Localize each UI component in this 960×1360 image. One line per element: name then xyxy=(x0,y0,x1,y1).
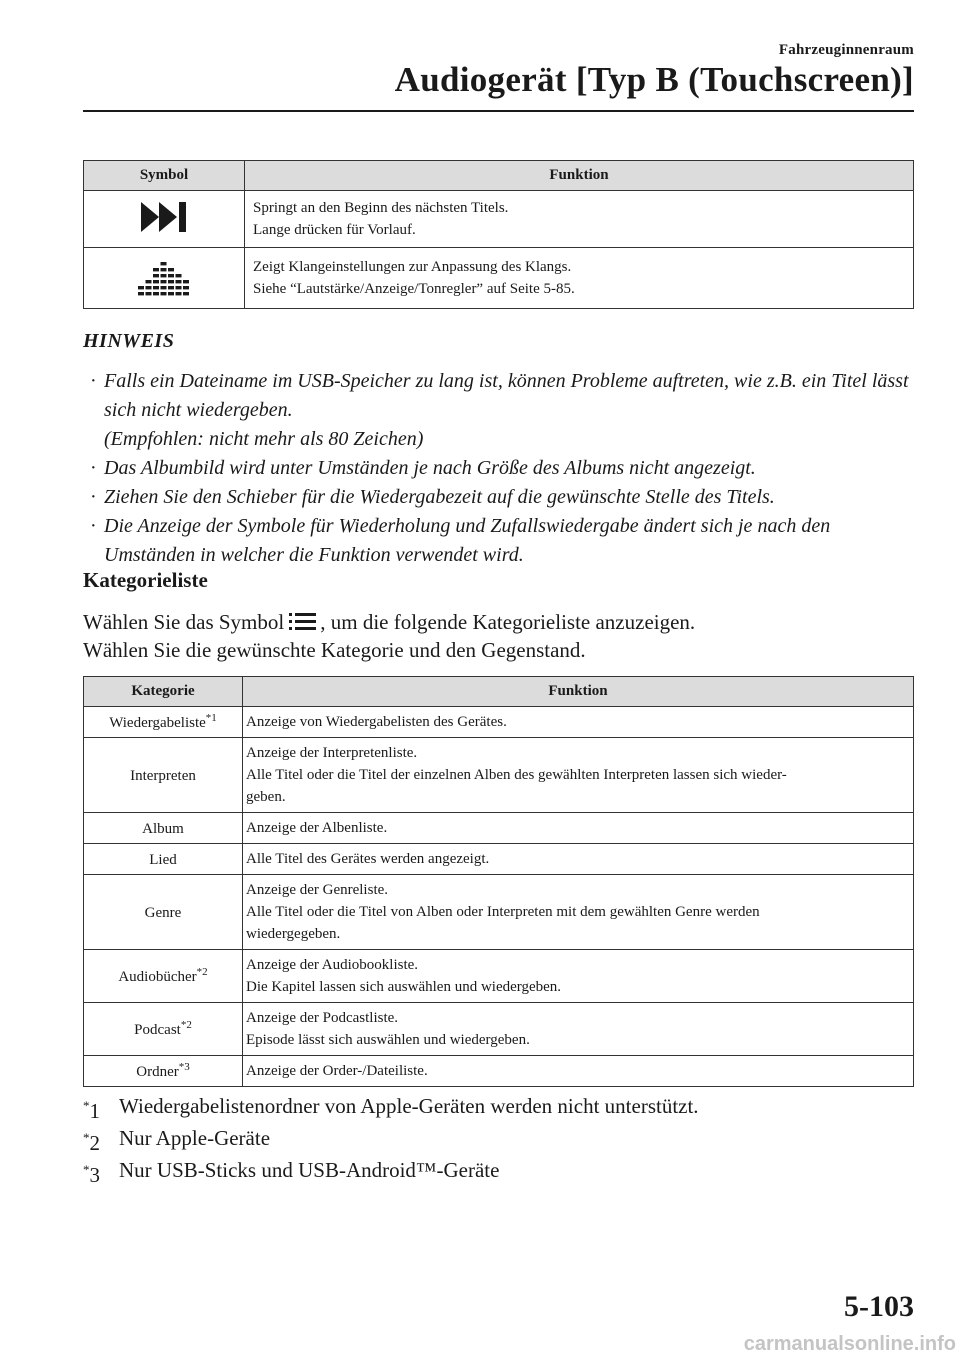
page-title: Audiogerät [Typ B (Touchscreen)] xyxy=(394,60,914,99)
note-heading: HINWEIS xyxy=(83,330,175,352)
function-text: Alle Titel oder die Titel der einzelnen Alben des gewählten Interpreten lassen sich wieder- xyxy=(246,767,787,783)
category-table xyxy=(83,676,914,1087)
function-text: Anzeige der Podcastliste. xyxy=(246,1010,399,1026)
footnote-mark: *1 xyxy=(83,1098,100,1123)
note-extra-text: (Empfohlen: nicht mehr als 80 Zeichen) xyxy=(104,428,424,450)
function-text: Anzeige der Order-/Dateiliste. xyxy=(246,1063,428,1079)
column-header-symbol: Symbol xyxy=(84,161,245,191)
footnote-text: Wiedergabelistenordner von Apple-Geräten werden nicht unterstützt. xyxy=(119,1094,699,1118)
note-text: Ziehen Sie den Schieber für die Wiedergabezeit auf die gewünschte Stelle des Titels. xyxy=(104,486,775,508)
footnote-reference: *2 xyxy=(196,966,208,978)
note-list xyxy=(83,367,923,570)
footnote-text: Nur USB-Sticks und USB-Android™-Geräte xyxy=(119,1158,500,1182)
footnote-text: Nur Apple-Geräte xyxy=(119,1126,271,1150)
table-row xyxy=(84,738,914,813)
function-text: Zeigt Klangeinstellungen zur Anpassung des Klangs. xyxy=(253,259,572,275)
instruction-text: Wählen Sie das Symbol xyxy=(83,610,285,634)
footnote-reference: *2 xyxy=(180,1019,192,1031)
list-icon xyxy=(288,611,318,631)
category-name: Genre xyxy=(144,905,182,921)
note-item xyxy=(83,367,923,454)
note-item xyxy=(83,512,923,570)
function-cell xyxy=(243,875,914,950)
category-name: Album xyxy=(142,821,184,837)
footnote-mark: *2 xyxy=(83,1130,100,1155)
table-row xyxy=(84,248,914,309)
function-cell xyxy=(243,707,914,738)
category-name: Audiobücher xyxy=(118,969,197,985)
function-text: Anzeige der Interpretenliste. xyxy=(246,745,418,761)
function-cell xyxy=(243,738,914,813)
category-cell xyxy=(84,813,243,844)
function-text: Springt an den Beginn des nächsten Titels. xyxy=(253,200,509,216)
symbol-cell xyxy=(84,248,245,309)
page-number: 5-103 xyxy=(844,1290,914,1323)
skip-next-icon xyxy=(138,200,190,234)
column-header-funktion: Funktion xyxy=(243,677,914,707)
column-header-kategorie: Kategorie xyxy=(84,677,243,707)
function-text: Lange drücken für Vorlauf. xyxy=(253,222,416,238)
instruction-paragraph xyxy=(83,608,695,636)
function-cell xyxy=(243,1003,914,1056)
table-header-row xyxy=(84,677,914,707)
equalizer-icon xyxy=(136,254,192,298)
section-header: Fahrzeuginnenraum xyxy=(778,42,914,58)
function-text: Siehe “Lautstärke/Anzeige/Tonregler” auf Seite 5-85. xyxy=(253,281,575,297)
function-text: Alle Titel des Gerätes werden angezeigt. xyxy=(246,851,490,867)
category-name: Interpreten xyxy=(130,768,196,784)
footnote-reference: *1 xyxy=(205,712,217,724)
table-row xyxy=(84,844,914,875)
category-cell xyxy=(84,1003,243,1056)
bullet-icon: · xyxy=(90,515,97,537)
function-cell xyxy=(245,248,914,309)
category-cell xyxy=(84,707,243,738)
function-text: Anzeige der Albenliste. xyxy=(246,820,388,836)
table-row xyxy=(84,191,914,248)
function-text: Episode lässt sich auswählen und wiedergeben. xyxy=(246,1032,530,1048)
function-text: Anzeige von Wiedergabelisten des Gerätes. xyxy=(246,714,507,730)
note-text: Die Anzeige der Symbole für Wiederholung und Zufallswiedergabe ändert sich je nach den Umständen in welcher die Funktion verwendet wird. xyxy=(104,515,831,566)
table-row xyxy=(84,707,914,738)
function-cell xyxy=(243,844,914,875)
category-cell xyxy=(84,950,243,1003)
instruction-text: , um die folgende Kategorieliste anzuzeigen. xyxy=(320,610,696,634)
function-cell xyxy=(245,191,914,248)
watermark: carmanualsonline.info xyxy=(743,1333,956,1355)
column-header-funktion: Funktion xyxy=(245,161,914,191)
table-row xyxy=(84,1056,914,1087)
footnote-reference: *3 xyxy=(178,1061,190,1073)
function-text: Anzeige der Genreliste. xyxy=(246,882,389,898)
footnote-mark: *3 xyxy=(83,1162,100,1187)
category-cell xyxy=(84,1056,243,1087)
footnote-item xyxy=(83,1154,699,1186)
note-text: Das Albumbild wird unter Umständen je nach Größe des Albums nicht angezeigt. xyxy=(104,457,756,479)
note-item xyxy=(83,483,923,512)
symbol-cell xyxy=(84,191,245,248)
table-row xyxy=(84,875,914,950)
category-cell xyxy=(84,844,243,875)
function-text: wiedergegeben. xyxy=(246,926,341,942)
category-name: Podcast xyxy=(134,1022,181,1038)
category-name: Ordner xyxy=(136,1064,179,1080)
category-cell xyxy=(84,875,243,950)
note-item xyxy=(83,454,923,483)
table-row xyxy=(84,950,914,1003)
footnote-item xyxy=(83,1090,699,1122)
header-divider xyxy=(83,110,914,112)
function-cell xyxy=(243,950,914,1003)
bullet-icon: · xyxy=(90,370,97,392)
function-cell xyxy=(243,813,914,844)
bullet-icon: · xyxy=(90,457,97,479)
instruction-paragraph: Wählen Sie die gewünschte Kategorie und den Gegenstand. xyxy=(83,638,586,662)
footnote-item xyxy=(83,1122,699,1154)
bullet-icon: · xyxy=(90,486,97,508)
category-name: Lied xyxy=(149,852,177,868)
function-text: Anzeige der Audiobookliste. xyxy=(246,957,419,973)
table-row xyxy=(84,1003,914,1056)
table-header-row xyxy=(84,161,914,191)
function-cell xyxy=(243,1056,914,1087)
function-text: Alle Titel oder die Titel von Alben oder Interpreten mit dem gewählten Genre werden xyxy=(246,904,760,920)
table-row xyxy=(84,813,914,844)
note-text: Falls ein Dateiname im USB-Speicher zu lang ist, können Probleme auftreten, wie z.B. ein Titel lässt sich nicht wiedergeben. xyxy=(104,370,909,421)
symbol-table xyxy=(83,160,914,309)
category-cell xyxy=(84,738,243,813)
function-text: geben. xyxy=(246,789,286,805)
function-text: Die Kapitel lassen sich auswählen und wiedergeben. xyxy=(246,979,562,995)
footnote-list xyxy=(83,1090,699,1186)
category-name: Wiedergabeliste xyxy=(109,715,206,731)
section-title: Kategorieliste xyxy=(83,568,208,592)
